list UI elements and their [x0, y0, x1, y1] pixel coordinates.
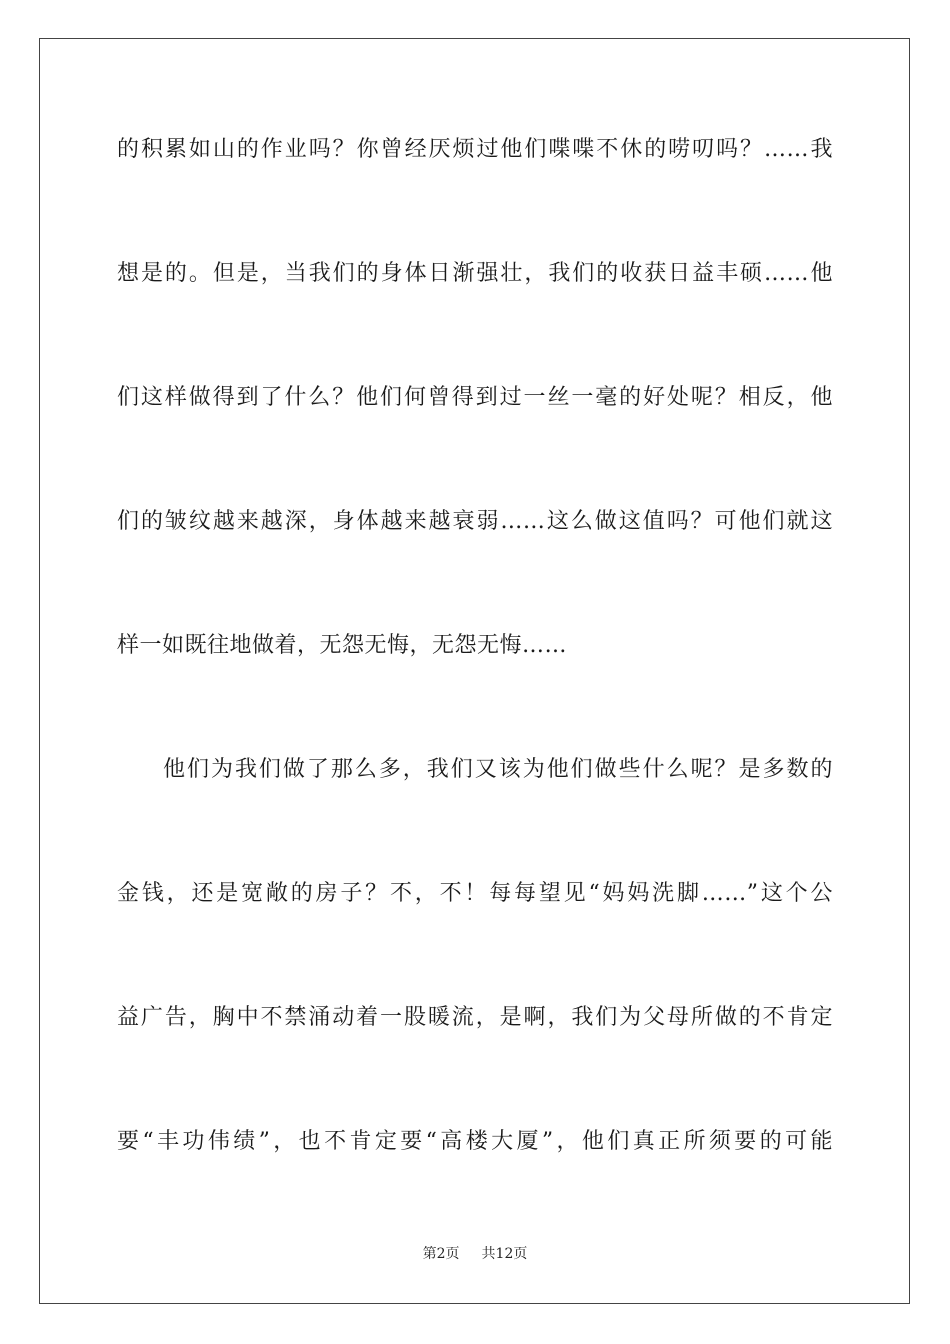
- body-text-line: 的积累如山的作业吗？你曾经厌烦过他们喋喋不休的唠叨吗？……我: [117, 137, 833, 162]
- page-footer: [0, 1245, 950, 1263]
- page-border: [39, 38, 910, 1304]
- body-text-line: 要“丰功伟绩”，也不肯定要“高楼大厦”，他们真正所须要的可能: [117, 1129, 833, 1154]
- page-number: 第2页: [422, 1246, 460, 1262]
- body-text-line: 想是的。但是，当我们的身体日渐强壮，我们的收获日益丰硕……他: [117, 261, 833, 286]
- body-text-line: 益广告，胸中不禁涌动着一股暖流，是啊，我们为父母所做的不肯定: [117, 1005, 833, 1030]
- body-text-line: 们这样做得到了什么？他们何曾得到过一丝一毫的好处呢？相反，他: [117, 385, 833, 410]
- body-text-line: 样一如既往地做着，无怨无悔，无怨无悔……: [117, 633, 568, 658]
- total-pages: 共12页: [481, 1246, 528, 1262]
- paragraph-first-line: 他们为我们做了那么多，我们又该为他们做些什么呢？是多数的: [163, 757, 833, 782]
- body-text-line: 们的皱纹越来越深，身体越来越衰弱……这么做这值吗？可他们就这: [117, 509, 833, 534]
- body-text-line: 金钱，还是宽敞的房子？不，不！每每望见“妈妈洗脚……”这个公: [117, 881, 833, 906]
